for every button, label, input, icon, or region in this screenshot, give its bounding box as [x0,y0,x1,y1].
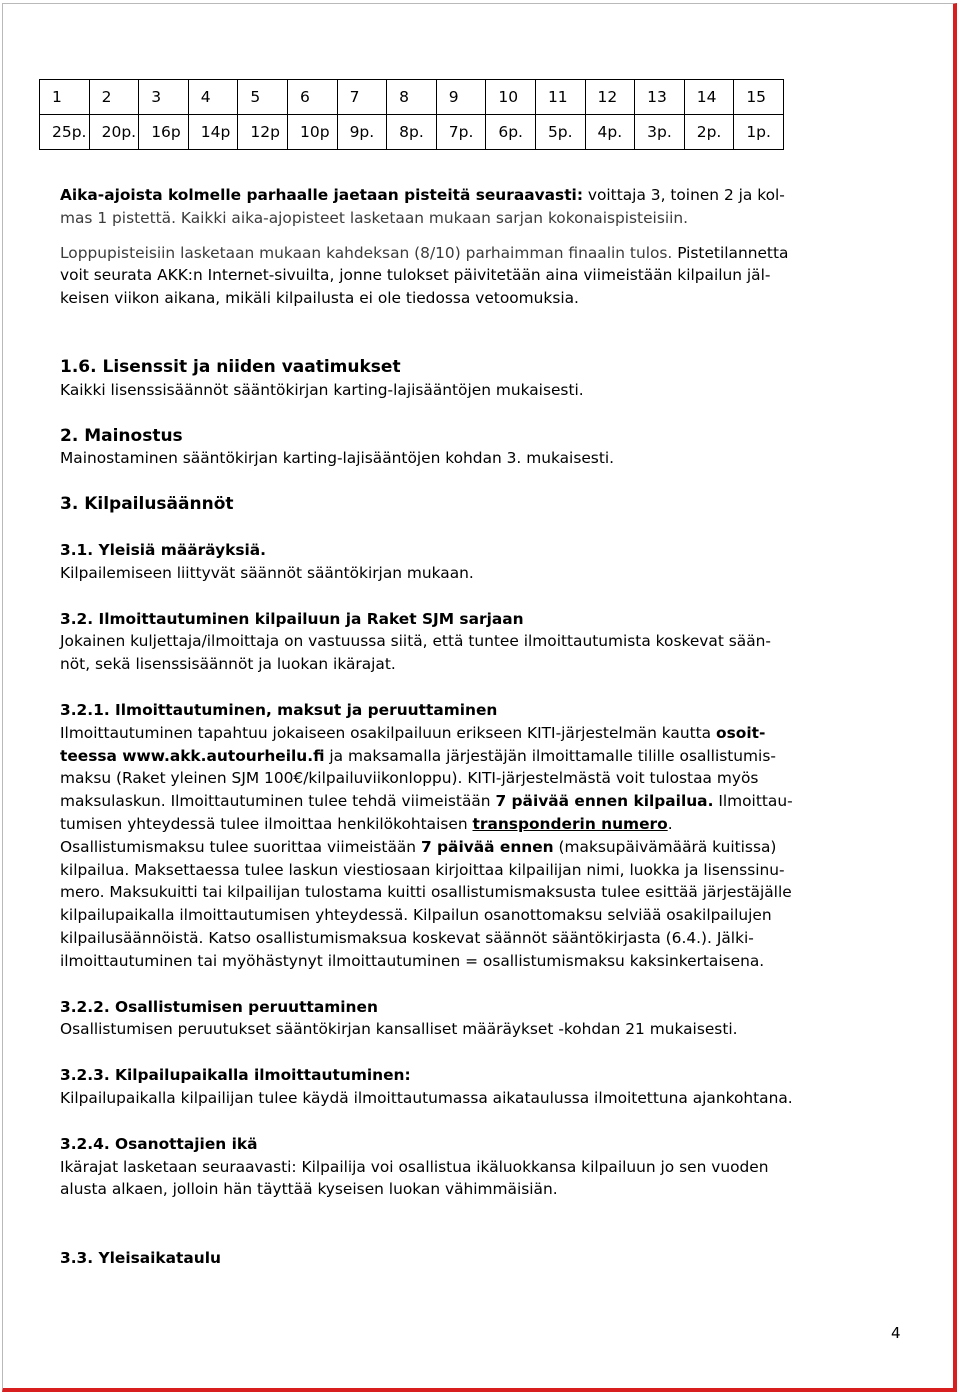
section-1-6-text: Kaikki lisenssisäännöt sääntökirjan karting-lajisääntöjen mukaisesti. [60,380,584,399]
section-3-2-3-text: Kilpailupaikalla kilpailijan tulee käydä ilmoittautumassa aikataulussa ilmoitettuna ajankohtana. [60,1088,793,1107]
intro-text: voittaja 3, toinen 2 ja kol- [582,186,785,204]
position-cell: 1 [40,80,90,115]
text-span: (maksupäivämäärä kuitissa) [553,837,777,856]
payment-deadline-emphasis: 7 päivää ennen [420,837,554,856]
points-cell: 25p. [40,115,90,150]
final-count-text: Pistetilannetta [672,243,789,262]
position-cell: 5 [238,80,288,115]
position-cell: 4 [188,80,238,115]
section-3-2-2-title: 3.2.2. Osallistumisen peruuttaminen [60,997,378,1016]
transponder-emphasis: transponderin numero [472,814,668,833]
section-3-2-4-title: 3.2.4. Osanottajien ikä [60,1134,258,1153]
points-cell: 12p [238,115,288,150]
position-cell: 8 [387,80,437,115]
section-3-2-text: Jokainen kuljettaja/ilmoittaja on vastuussa siitä, että tuntee ilmoittautumista koskevat sään- [60,632,771,651]
intro-heading: Aika-ajoista kolmelle parhaalle jaetaan pisteitä seuraavasti: [60,186,583,204]
akk-web-address: teessa www.akk.autourheilu.fi [60,746,325,765]
final-count-line-3: voit seurata AKK:n Internet-sivuilta, jonne tulokset päivitetään aina viimeistään kilpailun jäl- [60,266,771,285]
section-3-2-1-line: kilpailupaikalla ilmoittautumisen yhteydessä. Kilpailun osanottomaksu selviää osakilpailujen [60,906,772,925]
points-cell: 14p [188,115,238,150]
points-row [40,115,784,150]
section-3-2-title: 3.2. Ilmoittautuminen kilpailuun ja Raket SJM sarjaan [60,609,524,628]
section-2-title: 2. Mainostus [60,425,183,446]
final-count-text: Loppupisteisiin lasketaan mukaan kahdeksan (8/10) parhaimman finaalin tulos. [60,243,673,262]
points-cell: 8p. [387,115,437,150]
position-cell: 9 [436,80,486,115]
section-3-2-3-title: 3.2.3. Kilpailupaikalla ilmoittautuminen: [60,1066,411,1085]
position-cell: 10 [486,80,536,115]
section-3-title: 3. Kilpailusäännöt [60,494,234,515]
section-3-2-1-line: ilmoittautuminen tai myöhästynyt ilmoittautuminen = osallistumismaksu kaksinkertaisena. [60,951,765,970]
section-3-1-title: 3.1. Yleisiä määräyksiä. [60,540,267,559]
document-body [60,184,900,1270]
section-3-2-4-text: Ikärajat lasketaan seuraavasti: Kilpailija voi osallistua ikäluokkansa kilpailuun jo sen vuoden [60,1157,769,1176]
section-3-2-1-line [60,722,900,745]
points-table [39,79,784,150]
section-3-2-text: nöt, sekä lisenssisäännöt ja luokan ikärajat. [60,655,396,674]
section-3-2-4-text: alusta alkaen, jolloin hän täyttää kyseisen luokan vähimmäisiän. [60,1180,558,1199]
text-span: tumisen yhteydessä tulee ilmoittaa henkilökohtaisen [60,814,473,833]
final-count-line-4: keisen viikon aikana, mikäli kilpailusta ei ole tiedossa vetoomuksia. [60,289,579,308]
section-3-2-2-text: Osallistumisen peruutukset sääntökirjan kansalliset määräykset -kohdan 21 mukaisesti. [60,1020,738,1039]
section-1-6-title: 1.6. Lisenssit ja niiden vaatimukset [60,356,401,377]
points-cell: 5p. [535,115,585,150]
points-cell: 10p [287,115,337,150]
points-cell: 2p. [684,115,734,150]
text-span: ja maksamalla järjestäjän ilmoittamalle tilille osallistumis- [324,746,776,765]
text-span: Ilmoittau- [713,792,793,811]
points-cell: 20p. [89,115,139,150]
section-3-3-title: 3.3. Yleisaikataulu [60,1249,221,1268]
position-cell: 2 [89,80,139,115]
position-cell: 3 [139,80,189,115]
section-3-2-1-line [60,836,900,859]
section-3-2-1-line: kilpailusäännöistä. Katso osallistumismaksua koskevat säännöt sääntökirjasta (6.4.). Jälki- [60,928,754,947]
section-3-2-1-line [60,745,900,768]
position-cell: 13 [635,80,685,115]
position-cell: 11 [535,80,585,115]
section-3-2-1-line: mero. Maksukuitti tai kilpailijan tulostama kuitti osallistumismaksusta tulee esittää järjestäjälle [60,883,792,902]
points-cell: 6p. [486,115,536,150]
section-3-1-text: Kilpailemiseen liittyvät säännöt sääntökirjan mukaan. [60,563,474,582]
points-cell: 9p. [337,115,387,150]
points-cell: 16p [139,115,189,150]
text-span: maksulaskun. Ilmoittautuminen tulee tehdä viimeistään [60,792,496,811]
positions-row [40,80,784,115]
position-cell: 6 [287,80,337,115]
section-3-2-1-line [60,813,900,836]
text-span: . [667,814,673,833]
intro-line-2: mas 1 pistettä. Kaikki aika-ajopisteet lasketaan mukaan sarjan kokonaispisteisiin. [60,208,689,227]
points-cell: 3p. [635,115,685,150]
deadline-emphasis: 7 päivää ennen kilpailua. [495,792,714,811]
position-cell: 15 [734,80,784,115]
section-2-text: Mainostaminen sääntökirjan karting-lajisääntöjen kohdan 3. mukaisesti. [60,449,615,468]
text-span: Ilmoittautuminen tapahtuu jokaiseen osakilpailuun erikseen KITI-järjestelmän kautta [60,723,717,742]
section-3-2-1-line [60,790,900,813]
position-cell: 12 [585,80,635,115]
points-cell: 1p. [734,115,784,150]
final-count-line-1 [60,242,900,265]
text-span: osoit- [716,723,766,742]
section-3-2-1-line: kilpailua. Maksettaessa tulee laskun viestiosaan kirjoittaa kilpailijan nimi, luokka ja lisenssinu- [60,860,785,879]
points-cell: 7p. [436,115,486,150]
section-3-2-1-title: 3.2.1. Ilmoittautuminen, maksut ja peruuttaminen [60,700,498,719]
intro-line-1 [60,184,900,207]
page-number: 4 [891,1324,901,1342]
position-cell: 7 [337,80,387,115]
position-cell: 14 [684,80,734,115]
section-3-2-1-line: maksu (Raket yleinen SJM 100€/kilpailuviikonloppu). KITI-järjestelmästä voit tulostaa myös [60,769,759,788]
text-span: Osallistumismaksu tulee suorittaa viimeistään [60,837,421,856]
points-cell: 4p. [585,115,635,150]
